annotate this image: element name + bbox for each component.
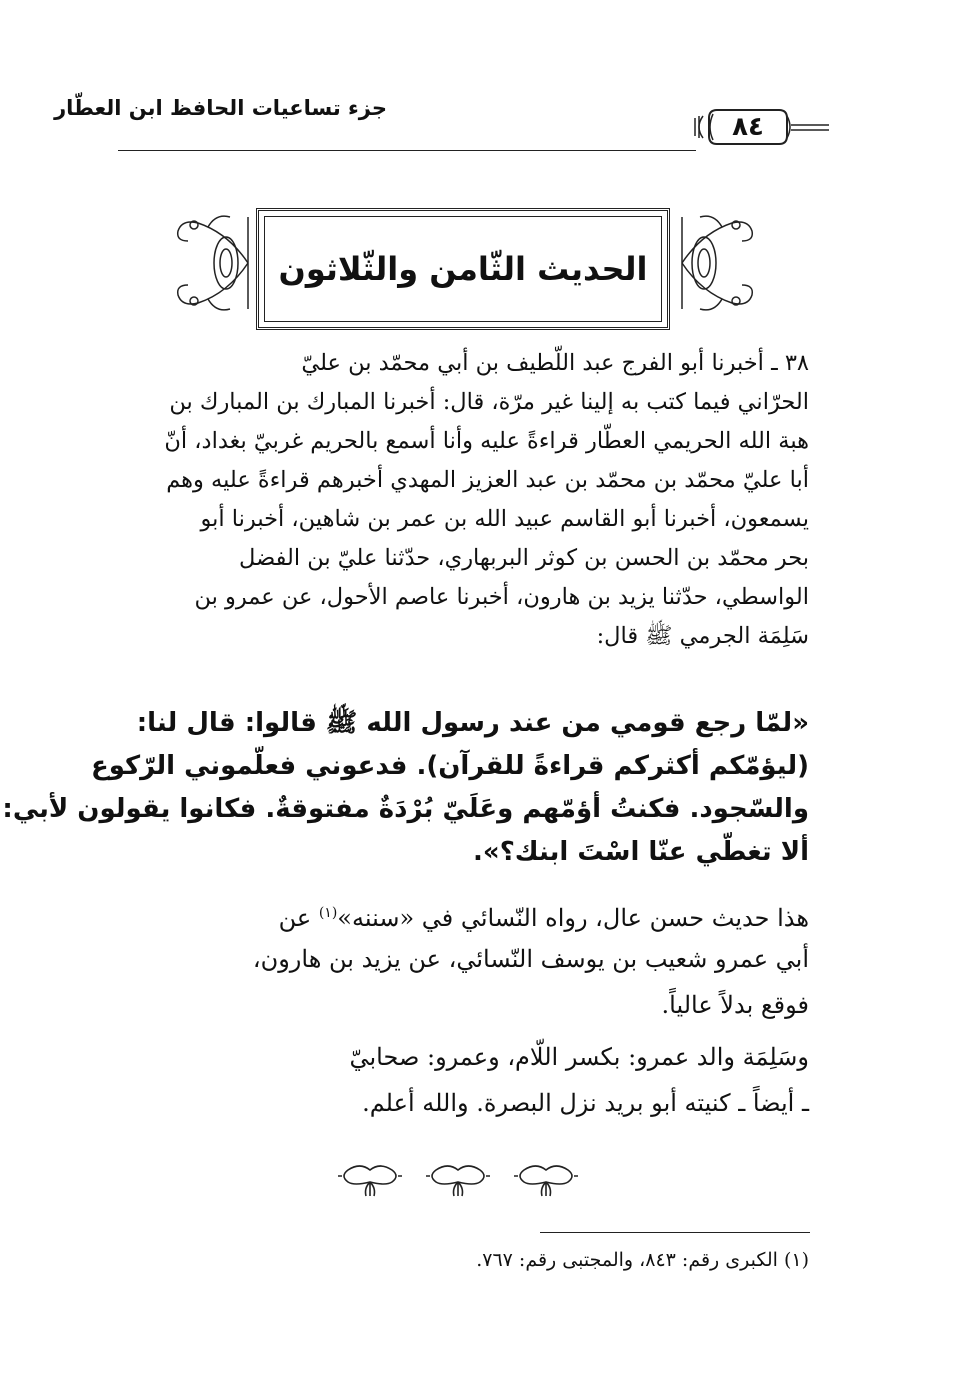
note-paragraph: [119, 1034, 809, 1126]
page-number: ٨٤: [732, 112, 764, 142]
note-line: وسَلِمَة والد عمرو: بكسر اللّام، وعمرو: صحابيّ: [349, 1043, 809, 1071]
matn-line: ألا تغطّي عنّا اسْتَ ابنك؟».: [473, 837, 809, 867]
running-title: جزء تساعيات الحافظ ابن العطّار: [54, 96, 387, 120]
isnad-line: يسمعون، أخبرنا أبو القاسم عبيد الله بن عمر بن شاهين، أخبرنا أبو: [200, 506, 809, 532]
fleuron-icon: [512, 1162, 580, 1200]
matn-paragraph: [2, 702, 809, 874]
matn-line: (ليؤمّكم أكثركم قراءةً للقرآن). فدعوني فعلّموني الرّكوع: [91, 751, 809, 781]
footnote: (١) الكبرى رقم: ٨٤٣، والمجتبى رقم: ٧٦٧.: [476, 1249, 809, 1271]
isnad-line: أبا عليّ محمّد بن محمّد بن عبد العزيز المهدي أخبرهم قراءةً عليه وهم: [166, 467, 809, 493]
fleuron-icon: [424, 1162, 492, 1200]
isnad-paragraph: [121, 344, 809, 656]
header-rule: [118, 150, 696, 151]
grading-text: فوقع بدلاً عالياً.: [661, 991, 809, 1019]
floral-flourish-icon: [168, 207, 258, 319]
grading-text: عن: [278, 904, 319, 932]
title-cartouche: [256, 208, 670, 330]
isnad-line: بحر محمّد بن الحسن بن كوثر البربهاري، حدّثنا عليّ بن الفضل: [239, 545, 809, 571]
grading-text: هذا حديث حسن عال، رواه النّسائي في «سننه»: [337, 904, 809, 932]
isnad-line: الواسطي، حدّثنا يزيد بن هارون، أخبرنا عاصم الأحول، عن عمرو بن: [194, 584, 809, 610]
isnad-line: ٣٨ ـ أخبرنا أبو الفرج عبد اللّطيف بن أبي محمّد بن عليّ: [301, 350, 809, 376]
matn-line: «لمّا رجع قومي من عند رسول الله ﷺ قالوا: قال لنا:: [136, 708, 809, 738]
note-line: ـ أيضاً ـ كنيته أبو بريد نزل البصرة. والله أعلم.: [362, 1089, 809, 1117]
grading-text: أبي عمرو شعيب بن يوسف النّسائي، عن يزيد بن هارون،: [252, 945, 809, 973]
matn-line: والسّجود. فكنتُ أؤمّهم وعَلَيّ بُرْدَةٌ مفتوقةٌ. فكانوا يقولون لأبي:: [2, 794, 809, 824]
isnad-line: سَلِمَة الجرمي ﷺ قال:: [596, 623, 809, 649]
footnote-reference[interactable]: (١): [318, 905, 338, 921]
floral-flourish-icon: [672, 207, 762, 319]
section-separator: [336, 1162, 580, 1200]
isnad-line: الحرّاني فيما كتب به إلينا غير مرّة، قال: أخبرنا المبارك بن المبارك بن: [169, 389, 809, 415]
isnad-line: هبة الله الحريمي العطّار قراءةً عليه وأنا أسمع بالحريم غربيّ بغداد، أنّ: [164, 428, 809, 454]
footnote-rule: [540, 1232, 810, 1233]
hadith-title: الحديث الثّامن والثّلاثون: [278, 250, 648, 288]
fleuron-icon: [336, 1162, 404, 1200]
grading-paragraph: [119, 890, 809, 1028]
